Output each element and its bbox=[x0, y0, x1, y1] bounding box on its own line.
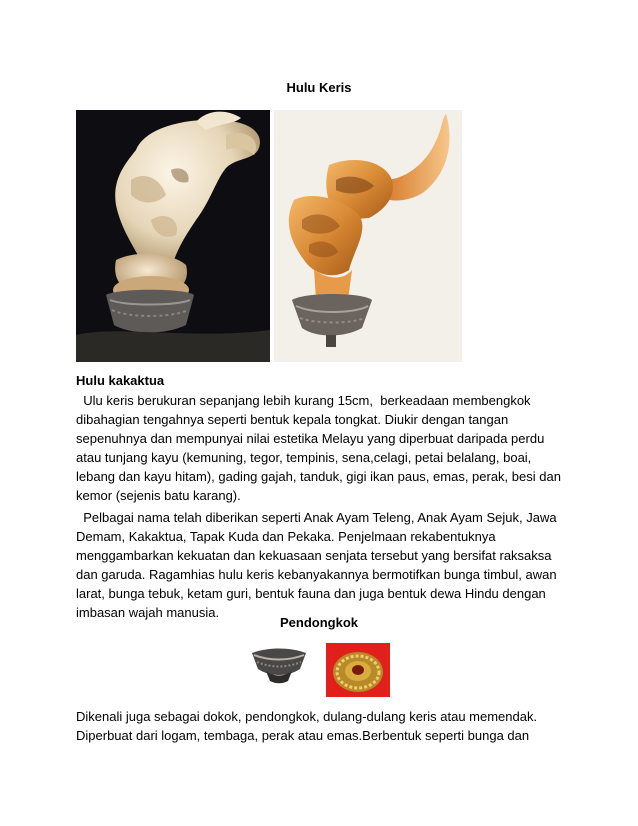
pendongkok-gold-photo bbox=[326, 643, 390, 697]
paragraph-hulu-names: Pelbagai nama telah diberikan seperti Anak Ayam Teleng, Anak Ayam Sejuk, Jawa Demam, Kakaktua, Tapak Kuda dan Pekaka. Penjelmaan rekabentuknya menggambarkan kekuatan dan kekuasaan senjata tersebut yang bersifat raksaksa dan garuda. Ragamhias hulu keris kebanyakannya bermotifkan bunga timbul, awan larat, bunga tebuk, ketam guri, bentuk fauna dan juga bentuk dewa Hindu dengan imbasan wajah manusia. bbox=[76, 510, 557, 620]
ivory-keris-hilt-photo bbox=[76, 110, 270, 362]
pendongkok-metal-photo bbox=[248, 643, 310, 685]
page-title: Hulu Keris bbox=[286, 80, 352, 95]
paragraph-pendongkok-description: Dikenali juga sebagai dokok, pendongkok, dulang-dulang keris atau memendak. Diperbuat dari logam, tembaga, perak atau emas.Berbentuk seperti bunga dan bbox=[76, 709, 538, 743]
paragraph-hulu-description: Ulu keris berukuran sepanjang lebih kurang 15cm, berkeadaan membengkok dibahagian tengahnya seperti bentuk kepala tongkat. Diukir dengan tangan sepenuhnya dan mempunyai nilai estetika Melayu yang diperbuat daripada perdu atau tunjang kayu (kemuning, tegor, tempinis, sena,celagi, petai belalang, boai, lebang dan kayu hitam), gading gajah, tanduk, gigi ikan paus, emas, perak, besi dan kemor (sejenis batu karang). bbox=[76, 393, 561, 503]
section-heading-pendongkok: Pendongkok bbox=[279, 615, 358, 630]
golden-keris-hilt-photo bbox=[274, 110, 462, 362]
section-heading-hulu-kakaktua: Hulu kakaktua bbox=[76, 373, 165, 388]
